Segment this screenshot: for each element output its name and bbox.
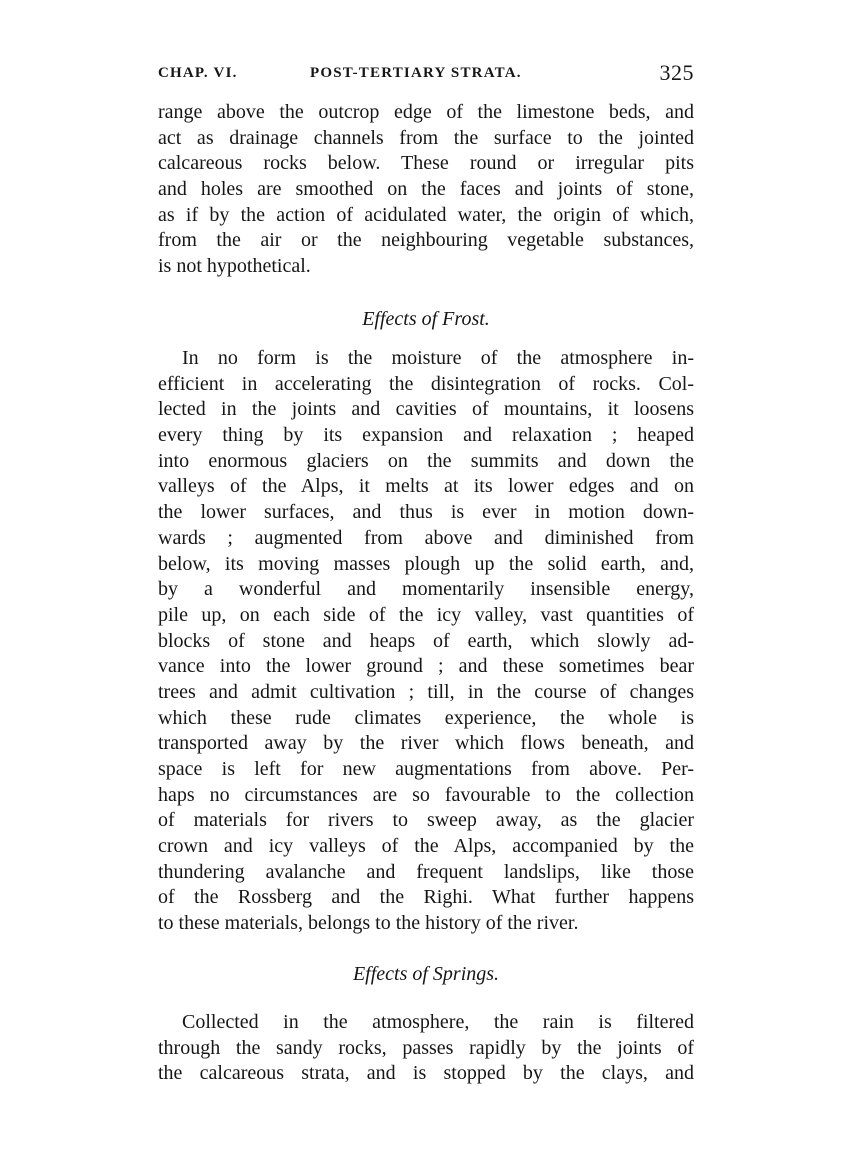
text-line: haps no circumstances are so favourable to the collection (158, 783, 694, 806)
running-title: POST-TERTIARY STRATA. (310, 65, 522, 81)
text-line: by a wonderful and momentarily insensible energy, (158, 578, 694, 601)
text-line: blocks of stone and heaps of earth, which slowly ad- (158, 629, 694, 652)
text-line: the calcareous strata, and is stopped by the clays, and (158, 1062, 694, 1085)
text-line: valleys of the Alps, it melts at its lower edges and on (158, 475, 694, 498)
text-line: lected in the joints and cavities of mountains, it loosens (158, 398, 694, 421)
text-line: through the sandy rocks, passes rapidly by the joints of (158, 1036, 694, 1059)
text-line: and holes are smoothed on the faces and joints of stone, (158, 178, 694, 201)
text-line: efficient in accelerating the disintegration of rocks. Col- (158, 372, 694, 395)
text-line: of materials for rivers to sweep away, as the glacier (158, 809, 694, 832)
text-line: wards ; augmented from above and diminished from (158, 526, 694, 549)
text-line: which these rude climates experience, the whole is (158, 706, 694, 729)
text-line: every thing by its expansion and relaxation ; heaped (158, 424, 694, 447)
text-line: to these materials, belongs to the history of the river. (158, 912, 579, 935)
text-line: vance into the lower ground ; and these sometimes bear (158, 655, 694, 678)
section-heading-springs: Effects of Springs. (352, 963, 500, 985)
running-head (158, 60, 694, 88)
text-line: space is left for new augmentations from above. Per- (158, 758, 694, 780)
text-line: from the air or the neighbouring vegetable substances, (158, 229, 694, 252)
text-line: Collected in the atmosphere, the rain is filtered (182, 1011, 694, 1033)
paragraph-springs (158, 1010, 694, 1087)
text-line: act as drainage channels from the surface to the jointed (158, 126, 694, 149)
text-line: range above the outcrop edge of the limestone beds, and (158, 101, 694, 123)
text-line: transported away by the river which flows beneath, and (158, 732, 694, 755)
paragraph-frost (158, 346, 694, 937)
text-line: trees and admit cultivation ; till, in the course of changes (158, 680, 694, 703)
text-line: as if by the action of acidulated water, the origin of which, (158, 203, 694, 226)
text-line: is not hypothetical. (158, 255, 311, 278)
text-line: calcareous rocks below. These round or irregular pits (158, 152, 694, 175)
chapter-label: CHAP. VI. (158, 65, 238, 81)
text-line: pile up, on each side of the icy valley, vast quantities of (158, 603, 694, 626)
text-line: of the Rossberg and the Righi. What further happens (158, 886, 694, 909)
paragraph-continued (158, 100, 694, 280)
text-line: thundering avalanche and frequent landslips, like those (158, 860, 694, 883)
text-line: below, its moving masses plough up the solid earth, and, (158, 552, 694, 575)
text-line: crown and icy valleys of the Alps, accompanied by the (158, 835, 694, 858)
text-line: the lower surfaces, and thus is ever in motion down- (158, 501, 694, 524)
text-line: In no form is the moisture of the atmosphere in- (182, 347, 694, 369)
text-line: into enormous glaciers on the summits and down the (158, 449, 694, 472)
page-number: 325 (659, 60, 694, 85)
section-heading-frost: Effects of Frost. (362, 308, 490, 330)
